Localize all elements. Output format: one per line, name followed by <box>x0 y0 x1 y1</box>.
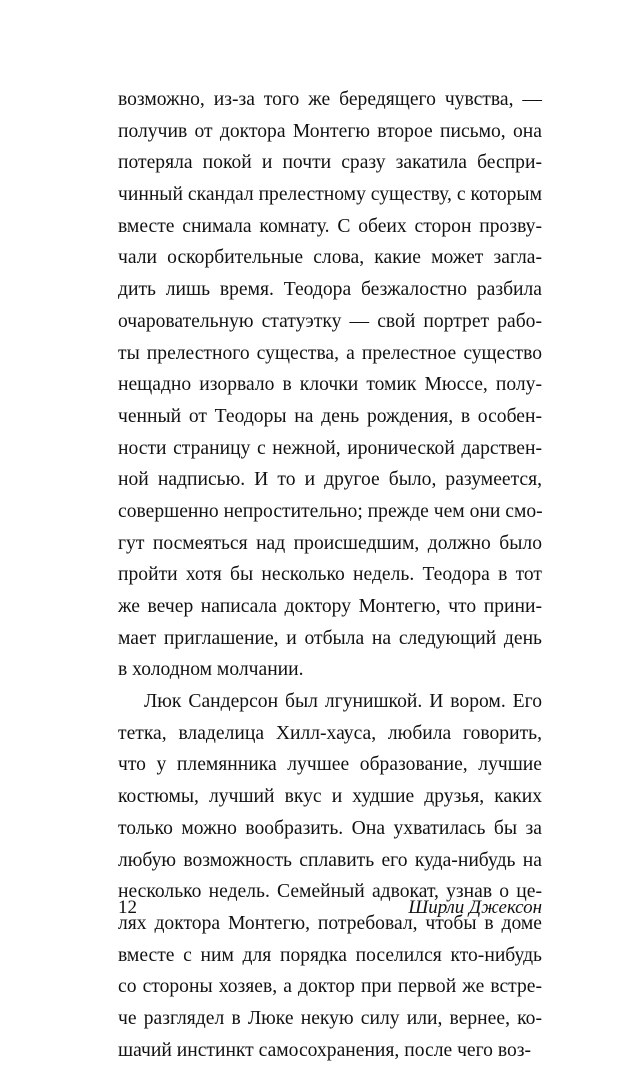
text-line: ченный от Теодоры на день рождения, в особен- <box>118 405 542 427</box>
text-line: ты прелестного существа, а прелестное существо <box>118 342 542 364</box>
running-head-author: Ширли Джексон <box>408 897 542 918</box>
text-line: же вечер написала доктору Монтегю, что прини- <box>118 596 542 617</box>
text-line: костюмы, лучший вкус и худшие друзья, каких <box>118 786 542 808</box>
text-line: в холодном молчании. <box>118 659 304 681</box>
text-line: совершенно непростительно; прежде чем они смо- <box>118 500 543 522</box>
text-line: ности страницу с нежной, иронической дарствен- <box>118 437 542 459</box>
text-line: любую возможность сплавить его куда-нибудь на <box>118 849 542 871</box>
text-line: получив от доктора Монтегю второе письмо, она <box>118 120 542 142</box>
text-line: возможно, из-за того же бередящего чувства, — <box>118 89 542 110</box>
text-line: лях доктора Монтегю, потребовал, чтобы в доме <box>118 912 542 934</box>
paragraph <box>118 84 542 686</box>
text-line: дить лишь время. Теодора безжалостно разбила <box>118 279 542 301</box>
text-line: че разглядел в Люке некую силу или, вернее, ко- <box>118 1007 542 1029</box>
text-line: что у племянника лучшее образование, лучшие <box>118 754 542 776</box>
text-line: потеряла покой и почти сразу закатила беспри- <box>118 152 542 174</box>
page-number: 12 <box>118 897 137 918</box>
text-line: мает приглашение, и отбыла на следующий день <box>118 627 542 649</box>
text-line: очаровательную статуэтку — свой портрет рабо- <box>118 310 542 332</box>
text-line: шачий инстинкт самосохранения, после чего воз- <box>118 1039 532 1061</box>
text-line: Люк Сандерсон был лгунишкой. И вором. Его <box>144 691 542 713</box>
text-line: только можно вообразить. Она ухватилась бы за <box>118 817 542 839</box>
text-line: тетка, владелица Хилл-хауса, любила говорить, <box>118 722 542 744</box>
text-line: чали оскорбительные слова, какие может загла- <box>118 247 542 269</box>
text-line: несколько недель. Семейный адвокат, узнав о це- <box>118 881 542 903</box>
text-line: гут посмеяться над происшедшим, должно было <box>118 532 542 554</box>
text-line: вместе снимала комнату. С обеих сторон прозву- <box>118 215 542 237</box>
text-line: со стороны хозяев, а доктор при первой же встре- <box>118 976 542 998</box>
text-line: нещадно изорвало в клочки томик Мюссе, полу- <box>118 374 542 396</box>
paragraph <box>118 686 542 1066</box>
text-line: чинный скандал прелестному существу, с которым <box>118 184 542 206</box>
text-line: ной надписью. И то и другое было, разумеется, <box>118 469 542 491</box>
text-line: пройти хотя бы несколько недель. Теодора в тот <box>118 564 542 586</box>
text-line: вместе с ним для порядка поселился кто-нибудь <box>118 944 542 966</box>
